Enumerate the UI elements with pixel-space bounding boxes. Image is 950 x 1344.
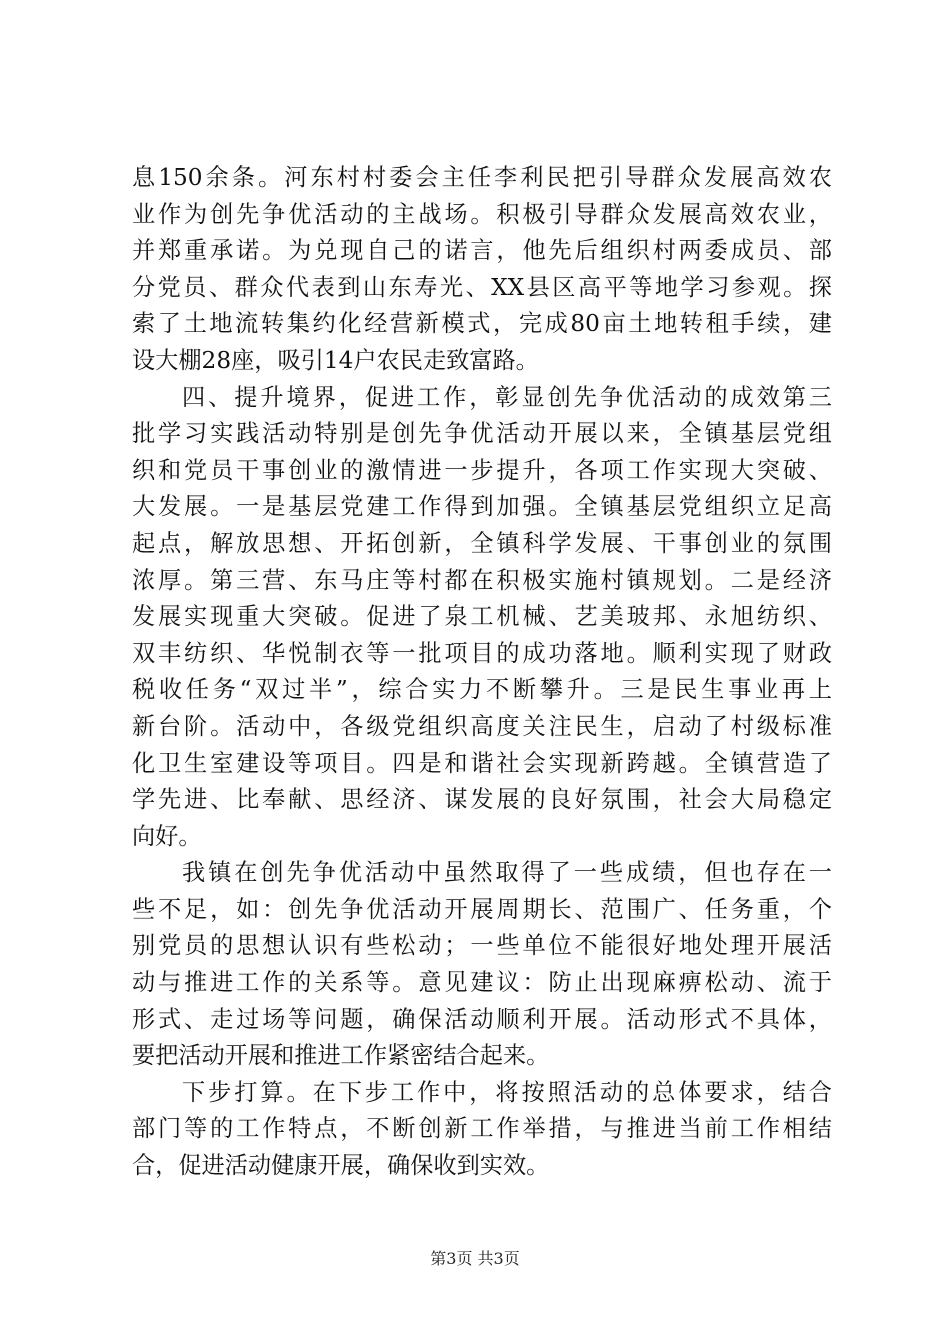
text-line: 别党员的思想认识有些松动；一些单位不能很好地处理开展活 <box>132 932 832 960</box>
text-line: 动与推进工作的关系等。意见建议：防止出现麻痹松动、流于 <box>132 969 832 997</box>
text-line: 息150余条。河东村村委会主任李利民把引导群众发展高效农 <box>132 164 832 191</box>
paragraph-4 <box>132 1075 832 1185</box>
text-line: 部门等的工作特点，不断创新工作举措，与推进当前工作相结 <box>132 1115 832 1143</box>
text-line: 并郑重承诺。为兑现自己的诺言，他先后组织村两委成员、部 <box>132 237 832 265</box>
text-line: 大发展。一是基层党建工作得到加强。全镇基层党组织立足高 <box>132 493 832 521</box>
text-line: 四、提升境界，促进工作，彰显创先争优活动的成效第三 <box>182 383 832 411</box>
text-line: 浓厚。第三营、东马庄等村都在积极实施村镇规划。二是经济 <box>132 566 832 594</box>
text-line: 索了土地流转集约化经营新模式，完成80亩土地转租手续，建 <box>132 310 832 338</box>
text-line: 学先进、比奉献、思经济、谋发展的良好氛围，社会大局稳定 <box>132 786 832 814</box>
text-line: 起点，解放思想、开拓创新，全镇科学发展、干事创业的氛围 <box>132 529 832 557</box>
text-line: 业作为创先争优活动的主战场。积极引导群众发展高效农业， <box>132 200 832 228</box>
text-line: 些不足，如：创先争优活动开展周期长、范围广、任务重，个 <box>132 895 832 923</box>
text-line: 要把活动开展和推进工作紧密结合起来。 <box>132 1042 550 1070</box>
page-footer <box>0 1249 950 1269</box>
text-line: 设大棚28座，吸引14户农民走致富路。 <box>132 346 539 374</box>
text-line: 化卫生室建设等项目。四是和谐社会实现新跨越。全镇营造了 <box>132 749 832 777</box>
text-line: 双丰纺织、华悦制衣等一批项目的成功落地。顺利实现了财政 <box>132 639 832 667</box>
text-line: 分党员、群众代表到山东寿光、XX县区高平等地学习参观。探 <box>132 273 832 301</box>
text-line: 形式、走过场等问题，确保活动顺利开展。活动形式不具体， <box>132 1005 832 1033</box>
page-number: 第3页 共3页 <box>430 1249 520 1268</box>
text-line: 向好。 <box>132 822 202 850</box>
text-line: 下步打算。在下步工作中，将按照活动的总体要求，结合 <box>182 1078 832 1106</box>
text-line: 税收任务“双过半”，综合实力不断攀升。三是民生事业再上 <box>132 676 832 704</box>
text-line: 合，促进活动健康开展，确保收到实效。 <box>132 1152 550 1180</box>
text-line: 我镇在创先争优活动中虽然取得了一些成绩，但也存在一 <box>182 859 832 887</box>
text-line: 发展实现重大突破。促进了泉工机械、艺美玻邦、永旭纺织、 <box>132 603 832 631</box>
text-line: 新台阶。活动中，各级党组织高度关注民生，启动了村级标准 <box>132 712 832 740</box>
document-body <box>132 160 832 1185</box>
paragraph-2 <box>132 380 832 856</box>
paragraph-3 <box>132 855 832 1075</box>
text-line: 批学习实践活动特别是创先争优活动开展以来，全镇基层党组 <box>132 420 832 448</box>
paragraph-1 <box>132 160 832 380</box>
text-line: 织和党员干事创业的激情进一步提升，各项工作实现大突破、 <box>132 456 832 484</box>
